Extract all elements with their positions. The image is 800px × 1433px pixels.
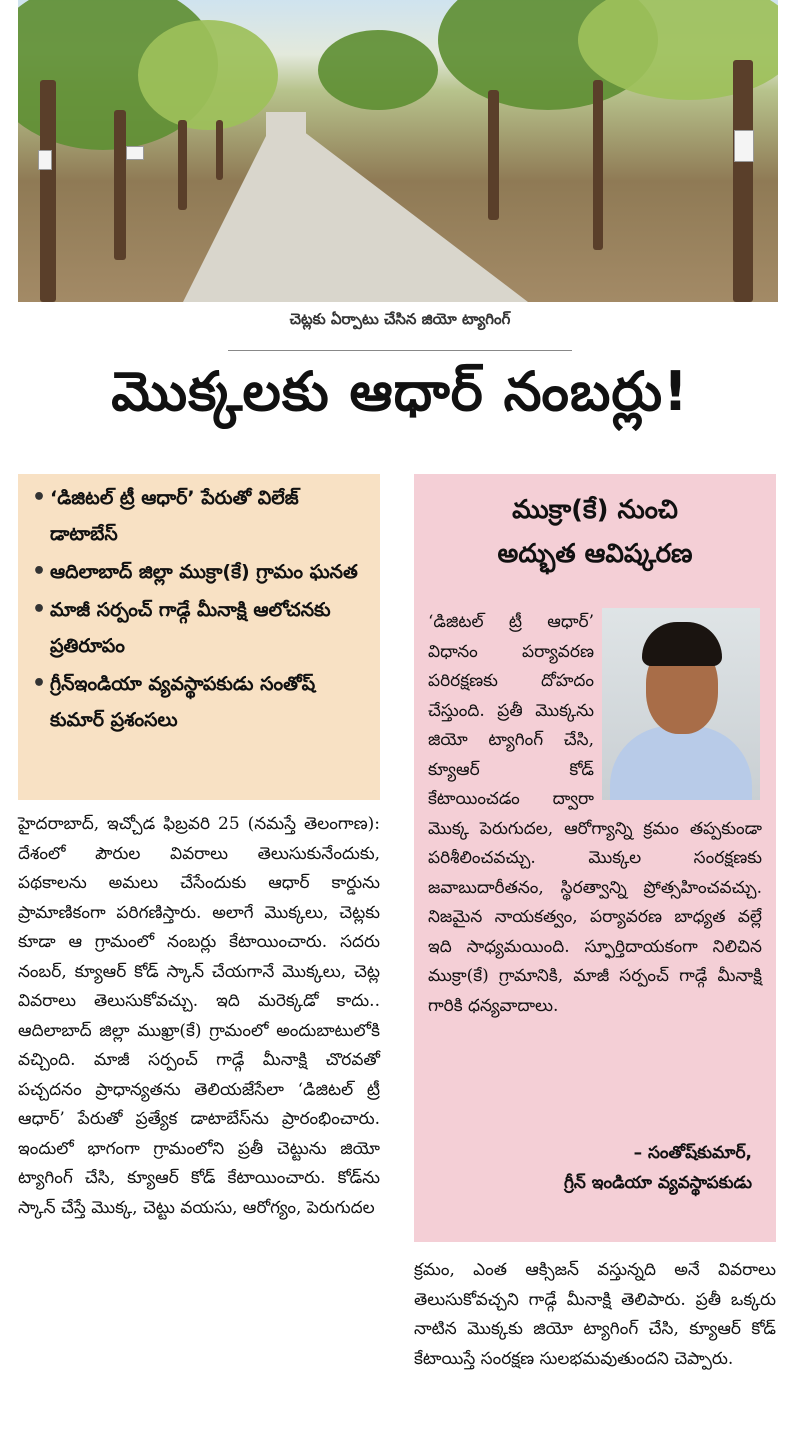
- sidebar-title-line1: ముక్రా(కే) నుంచి: [512, 495, 678, 525]
- tree-trunk: [178, 120, 187, 210]
- tree-trunk: [114, 110, 126, 260]
- caption-divider: [228, 350, 572, 351]
- portrait-wrap-space: [594, 608, 762, 800]
- tree-lined-road-photo: [18, 0, 778, 302]
- tree-trunk: [593, 80, 603, 250]
- quote-signature: [564, 1138, 752, 1198]
- highlight-item: • ‘డిజిటల్ ట్రీ ఆధార్’ పేరుతో విలేజ్ డాటాబేస్: [28, 480, 370, 552]
- tree-trunk: [488, 90, 499, 220]
- qr-tag-icon: [126, 146, 144, 160]
- article-body-left: హైదరాబాద్, ఇచ్చోడ ఫిబ్రవరి 25 (నమస్తే తెలంగాణ): దేశంలో పౌరుల వివరాలు తెలుసుకునేందుకు, పథకాలను అమలు చేసేందుకు ఆధార్ కార్డును ప్రామాణికంగా పరిగణిస్తారు. అలాగే మొక్కలు, చెట్లకు కూడా ఆ గ్రామంలో నంబర్లు కేటాయించారు. సదరు నంబర్, క్యూఆర్ కోడ్ స్కాన్ చేయగానే మొక్కలు, చెట్ల వివరాలు తెలుసుకోవచ్చు. ఇది మరెక్కడో కాదు.. ఆదిలాబాద్ జిల్లా ముఖ్రా(కే) గ్రామంలో అందుబాటులోకి వచ్చింది. మాజీ సర్పంచ్ గాడ్గే మీనాక్షి చొరవతో పచ్చదనం ప్రాధాన్యతను తెలియజేసేలా ‘డిజిటల్ ట్రీ ఆధార్’ పేరుతో ప్రత్యేక డాటాబేస్‌ను ప్రారంభించారు. ఇందులో భాగంగా గ్రామంలోని ప్రతీ చెట్టును జియో ట్యాగింగ్ చేసి, క్యూఆర్ కోడ్ కేటాయించారు. కోడ్‌ను స్కాన్ చేస్తే మొక్క, చెట్టు వయసు, ఆరోగ్యం, పెరుగుదల: [18, 814, 380, 1218]
- highlights-box: [18, 474, 380, 800]
- highlight-item: • గ్రీన్ఇండియా వ్యవస్థాపకుడు సంతోష్ కుమార్ ప్రశంసలు: [28, 666, 370, 738]
- sidebar-quote-wrap: [428, 608, 762, 1021]
- tree-trunk: [733, 60, 753, 302]
- road-distance-shape: [266, 112, 306, 142]
- signature-role: గ్రీన్ ఇండియా వ్యవస్థాపకుడు: [564, 1173, 752, 1193]
- signature-name: – సంతోష్‌కుమార్,: [633, 1143, 752, 1163]
- quote-sidebar: [414, 474, 776, 1242]
- sidebar-title-line2: అద్భుత ఆవిష్కరణ: [497, 539, 693, 569]
- tree-trunk: [216, 120, 223, 180]
- tree-canopy: [318, 30, 438, 110]
- tree-canopy: [138, 20, 278, 130]
- qr-tag-icon: [38, 150, 52, 170]
- tree-trunk: [40, 80, 56, 302]
- road-shape: [183, 112, 528, 302]
- article-body-right: క్రమం, ఎంత ఆక్సిజన్ వస్తున్నది అనే వివరాలు తెలుసుకోవచ్చని గాడ్గే మీనాక్షి తెలిపారు. ప్రతీ ఒక్కరు నాటిన మొక్కకు జియో ట్యాగింగ్ చేసి, క్యూఆర్ కోడ్ కేటాయిస్తే సంరక్షణ సులభమవుతుందని చెప్పారు.: [414, 1260, 776, 1369]
- photo-caption: చెట్లకు ఏర్పాటు చేసిన జియో ట్యాగింగ్: [289, 310, 511, 328]
- qr-tag-icon: [734, 130, 754, 162]
- sidebar-quote-text: ‘డిజిటల్ ట్రీ ఆధార్’ విధానం పర్యావరణ పరిరక్షణకు దోహదం చేస్తుంది. ప్రతీ మొక్కను జియో ట్యాగింగ్ చేసి, క్యూఆర్ కోడ్ కేటాయించడం ద్వారా మొక్క పెరుగుదల, ఆరోగ్యాన్ని క్రమం తప్పకుండా పరిశీలించవచ్చు. మొక్కల సంరక్షణకు జవాబుదారీతనం, స్థిరత్వాన్ని ప్రోత్సహించవచ్చు. నిజమైన నాయకత్వం, పర్యావరణ బాధ్యత వల్లే ఇది సాధ్యమయింది. స్ఫూర్తిదాయకంగా నిలిచిన ముక్రా(కే) గ్రామానికి, మాజీ సర్పంచ్ గాడ్గే మీనాక్షి గారికి ధన్యవాదాలు.: [428, 612, 762, 1016]
- highlight-item: • మాజీ సర్పంచ్ గాడ్గే మీనాక్షి ఆలోచనకు ప్రతిరూపం: [28, 592, 370, 664]
- headline: మొక్కలకు ఆధార్ నంబర్లు!: [111, 360, 689, 423]
- highlight-item: • ఆదిలాబాద్ జిల్లా ముక్రా(కే) గ్రామం ఘనత: [28, 554, 370, 590]
